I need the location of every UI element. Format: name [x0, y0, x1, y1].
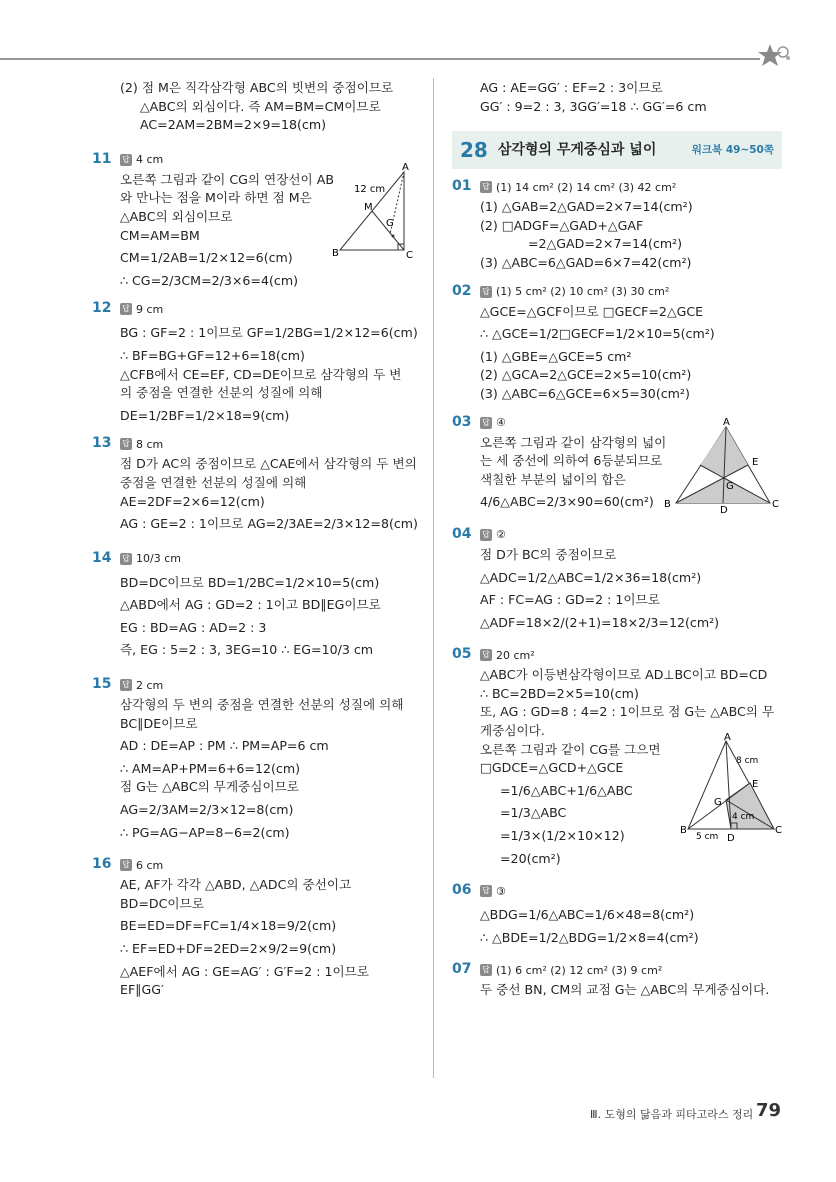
label-B: B: [664, 498, 671, 510]
answer-text: (1) 14 cm² (2) 14 cm² (3) 42 cm²: [496, 180, 677, 194]
answer: [480, 284, 782, 300]
label-A: A: [402, 161, 409, 173]
page-number: 79: [756, 1100, 782, 1121]
problem-10-continued: [92, 82, 422, 132]
answer-text: ③: [496, 884, 506, 898]
answer-text: (1) 5 cm² (2) 10 cm² (3) 30 cm²: [496, 285, 670, 299]
problem-number: 04: [452, 525, 472, 542]
text-line: △GCE=△GCF이므로 □GECF=2△GCE: [480, 303, 704, 319]
text-line: BG : GF=2 : 1이므로 GF=1/2BG=1/2×12=6(cm): [120, 325, 418, 341]
answer: [480, 179, 782, 195]
text-line: AE, AF가 각각 △ABD, △ADC의 중선이고: [120, 877, 352, 893]
text-line: 점 G는 △ABC의 무게중심이므로: [120, 779, 299, 795]
answer: [480, 647, 782, 663]
text-line: 4/6△ABC=2/3×90=60(cm²): [480, 494, 654, 510]
text-line: 게중심이다.: [480, 723, 545, 739]
left-column: [92, 78, 422, 997]
answer-text: ④: [496, 416, 506, 430]
text-line: △ADF=18×2/(2+1)=18×2/3=12(cm²): [480, 614, 720, 630]
column-divider: [433, 78, 434, 1078]
answer-text: (1) 6 cm² (2) 12 cm² (3) 9 cm²: [496, 963, 663, 977]
problem-number: 15: [92, 676, 112, 693]
text-line: AC=2AM=2BM=2×9=18(cm): [140, 117, 327, 133]
answer-text: 8 cm: [136, 437, 164, 451]
problem-number: 14: [92, 549, 112, 566]
answer-badge-icon: 답: [480, 417, 492, 429]
problem-04: [452, 527, 782, 629]
text-line: =1/3△ABC: [500, 805, 567, 821]
problem-number: 12: [92, 300, 112, 317]
answer-badge-icon: 답: [480, 885, 492, 897]
problem-number: 16: [92, 856, 112, 873]
text-line: 의 중점을 연결한 선분의 성질에 의해: [120, 385, 323, 401]
problem-03: [452, 413, 782, 516]
centroid-triangle-figure: [660, 416, 780, 516]
problem-number: 05: [452, 646, 472, 663]
text-line: BD=DC이므로 BD=1/2BC=1/2×10=5(cm): [120, 574, 380, 590]
text-line: 점 D가 AC의 중점이므로 △CAE에서 삼각형의 두 변의: [120, 456, 417, 472]
problem-number: 03: [452, 413, 472, 430]
text-line: △CFB에서 CE=EF, CD=DE이므로 삼각형의 두 변: [120, 366, 402, 382]
text-line: ∴ CG=2/3CM=2/3×6=4(cm): [120, 272, 299, 288]
answer: [480, 962, 782, 978]
label-G: G: [714, 797, 722, 809]
label-D: D: [720, 504, 728, 516]
answer-badge-icon: 답: [480, 529, 492, 541]
text-line: ∴ AM=AP+PM=6+6=12(cm): [120, 760, 300, 776]
answer-badge-icon: 답: [120, 553, 132, 565]
problem-06: [452, 883, 782, 944]
text-line: (3) △ABC=6△GCE=6×5=30(cm²): [480, 385, 690, 401]
problem-number: 13: [92, 435, 112, 452]
text-line: (2) 점 M은 직각삼각형 ABC의 빗변의 중점이므로: [120, 80, 394, 95]
text-line: △BDG=1/6△ABC=1/6×48=8(cm²): [480, 907, 695, 923]
label-A: A: [723, 416, 730, 428]
answer-text: 6 cm: [136, 858, 164, 872]
text-line: AF : FC=AG : GD=2 : 1이므로: [480, 592, 660, 608]
text-line: GG′ : 9=2 : 3, 3GG′=18 ∴ GG′=6 cm: [480, 98, 707, 114]
problem-01: [452, 179, 782, 269]
problem-13: [92, 436, 422, 530]
text-line: ∴ EF=ED+DF=2ED=2×9/2=9(cm): [120, 941, 337, 956]
answer: [120, 436, 422, 452]
text-line: (1) △GBE=△GCE=5 cm²: [480, 348, 632, 364]
problem-14: [92, 551, 422, 657]
text-line: ∴ △BDE=1/2△BDG=1/2×8=4(cm²): [480, 929, 699, 945]
text-line: EG : BD=AG : AD=2 : 3: [120, 619, 267, 635]
text-line: 오른쪽 그림과 같이 CG의 연장선이 AB: [120, 171, 334, 187]
label-8cm: 8 cm: [736, 756, 759, 767]
right-triangle-figure: [330, 161, 420, 262]
answer: [120, 551, 422, 567]
label-A: A: [724, 732, 731, 744]
text-line: AE=2DF=2×6=12(cm): [120, 493, 265, 509]
text-line: BE=ED=DF=FC=1/4×18=9/2(cm): [120, 918, 337, 934]
problem-16: [92, 857, 422, 997]
answer-badge-icon: 답: [120, 679, 132, 691]
label-G: G: [726, 480, 734, 492]
problem-number: 01: [452, 178, 472, 195]
label-12cm: 12 cm: [354, 183, 386, 195]
text-line: =1/3×(1/2×10×12): [500, 828, 625, 844]
answer-badge-icon: 답: [480, 181, 492, 193]
problem-number: 11: [92, 150, 112, 167]
answer: [480, 527, 782, 543]
text-line: 오른쪽 그림과 같이 삼각형의 넓이: [480, 434, 667, 450]
problem-15: [92, 677, 422, 839]
problem-11: [92, 152, 422, 288]
text-line: △ADC=1/2△ABC=1/2×36=18(cm²): [480, 569, 702, 585]
text-line: ∴ BF=BG+GF=12+6=18(cm): [120, 347, 305, 363]
text-line: =1/6△ABC+1/6△ABC: [500, 782, 633, 798]
answer-text: 20 cm²: [496, 648, 535, 662]
text-line: EF∥GG′: [120, 982, 164, 998]
text-line: ∴ PG=AG−AP=8−6=2(cm): [120, 824, 290, 840]
answer: [120, 857, 422, 873]
text-line: AG : AE=GG′ : EF=2 : 3이므로: [480, 80, 663, 95]
text-line: 점 D가 BC의 중점이므로: [480, 546, 617, 562]
text-line: 중점을 연결한 선분의 성질에 의해: [120, 474, 307, 490]
text-line: (1) △GAB=2△GAD=2×7=14(cm²): [480, 199, 693, 215]
workbook-ref: 워크북 49~50쪽: [691, 143, 774, 156]
text-line: (2) □ADGF=△GAD+△GAF: [480, 217, 644, 233]
text-line: △ABC의 외심이므로: [120, 208, 233, 224]
text-line: □GDCE=△GCD+△GCE: [480, 760, 624, 776]
answer-text: 4 cm: [136, 153, 164, 167]
text-line: AG=2/3AM=2/3×12=8(cm): [120, 802, 294, 818]
text-line: CM=AM=BM: [120, 227, 200, 243]
text-line: (3) △ABC=6△GAD=6×7=42(cm²): [480, 254, 692, 270]
answer-badge-icon: 답: [120, 154, 132, 166]
text-line: 두 중선 BN, CM의 교점 G는 △ABC의 무게중심이다.: [480, 982, 770, 998]
text-line: AD : DE=AP : PM ∴ PM=AP=6 cm: [120, 738, 329, 754]
answer-text: ②: [496, 528, 506, 542]
section-title: 삼각형의 무게중심과 넓이: [497, 142, 657, 159]
answer-badge-icon: 답: [480, 964, 492, 976]
label-C: C: [772, 498, 779, 510]
answer-badge-icon: 답: [480, 649, 492, 661]
text-line: ∴ BC=2BD=2×5=10(cm): [480, 685, 639, 701]
label-D: D: [727, 833, 735, 845]
chapter-footer: Ⅲ. 도형의 닮음과 피타고라스 정리: [590, 1108, 754, 1121]
isosceles-triangle-figure: [680, 732, 782, 845]
text-line: DE=1/2BF=1/2×18=9(cm): [120, 407, 290, 423]
text-line: CM=1/2AB=1/2×12=6(cm): [120, 250, 293, 266]
text-line: =2△GAD=2×7=14(cm²): [528, 236, 683, 252]
problem-number: 02: [452, 282, 472, 299]
label-E: E: [752, 456, 759, 468]
star-icon: [756, 40, 792, 76]
answer: [120, 301, 422, 317]
text-line: BC∥DE이므로: [120, 715, 198, 731]
text-line: ∴ △GCE=1/2□GECF=1/2×10=5(cm²): [480, 326, 715, 342]
text-line: BD=DC이므로: [120, 895, 204, 911]
label-E: E: [752, 779, 759, 791]
answer: [480, 883, 782, 899]
section-header: [452, 131, 782, 169]
problem-12: [92, 301, 422, 422]
text-line: 오른쪽 그림과 같이 CG를 그으면: [480, 741, 661, 757]
text-line: 색칠한 부분의 넓이의 합은: [480, 471, 626, 487]
text-line: =20(cm²): [500, 850, 561, 866]
text-line: △AEF에서 AG : GE=AG′ : G′F=2 : 1이므로: [120, 963, 369, 979]
label-B: B: [680, 825, 687, 837]
answer-badge-icon: 답: [120, 438, 132, 450]
label-C: C: [775, 825, 782, 837]
answer-text: 2 cm: [136, 678, 164, 692]
answer-text: 9 cm: [136, 302, 164, 316]
text-line: 와 만나는 점을 M이라 하면 점 M은: [120, 190, 312, 206]
problem-number: 07: [452, 961, 472, 978]
problem-07: [452, 962, 782, 997]
text-line: (2) △GCA=2△GCE=2×5=10(cm²): [480, 367, 692, 383]
answer-badge-icon: 답: [480, 286, 492, 298]
answer: [120, 677, 422, 693]
text-line: △ABC가 이등변삼각형이므로 AD⊥BC이고 BD=CD: [480, 667, 768, 683]
text-line: 즉, EG : 5=2 : 3, 3EG=10 ∴ EG=10/3 cm: [120, 642, 374, 658]
problem-05: [452, 647, 782, 865]
text-line: AG : GE=2 : 1이므로 AG=2/3AE=2/3×12=8(cm): [120, 516, 418, 532]
problem-02: [452, 284, 782, 401]
text-line: 삼각형의 두 변의 중점을 연결한 선분의 성질에 의해: [120, 697, 404, 713]
answer-text: 10/3 cm: [136, 552, 181, 566]
text-line: 는 세 중선에 의하여 6등분되므로: [480, 453, 663, 469]
text-line: 또, AG : GD=8 : 4=2 : 1이므로 점 G는 △ABC의 무: [480, 704, 775, 720]
answer-badge-icon: 답: [120, 859, 132, 871]
label-C: C: [406, 249, 413, 261]
answer-badge-icon: 답: [120, 303, 132, 315]
section-number: 28: [460, 138, 488, 163]
label-5cm: 5 cm: [696, 832, 719, 843]
label-4cm: 4 cm: [732, 812, 755, 823]
header-rule: [0, 58, 760, 60]
label-B: B: [332, 247, 339, 259]
label-G: G: [386, 217, 394, 229]
text-line: △ABC의 외심이다. 즉 AM=BM=CM이므로: [140, 98, 381, 114]
text-line: △ABD에서 AG : GD=2 : 1이고 BD∥EG이므로: [120, 597, 381, 613]
right-column: [452, 78, 782, 997]
problem-number: 06: [452, 882, 472, 899]
label-M: M: [364, 201, 373, 213]
